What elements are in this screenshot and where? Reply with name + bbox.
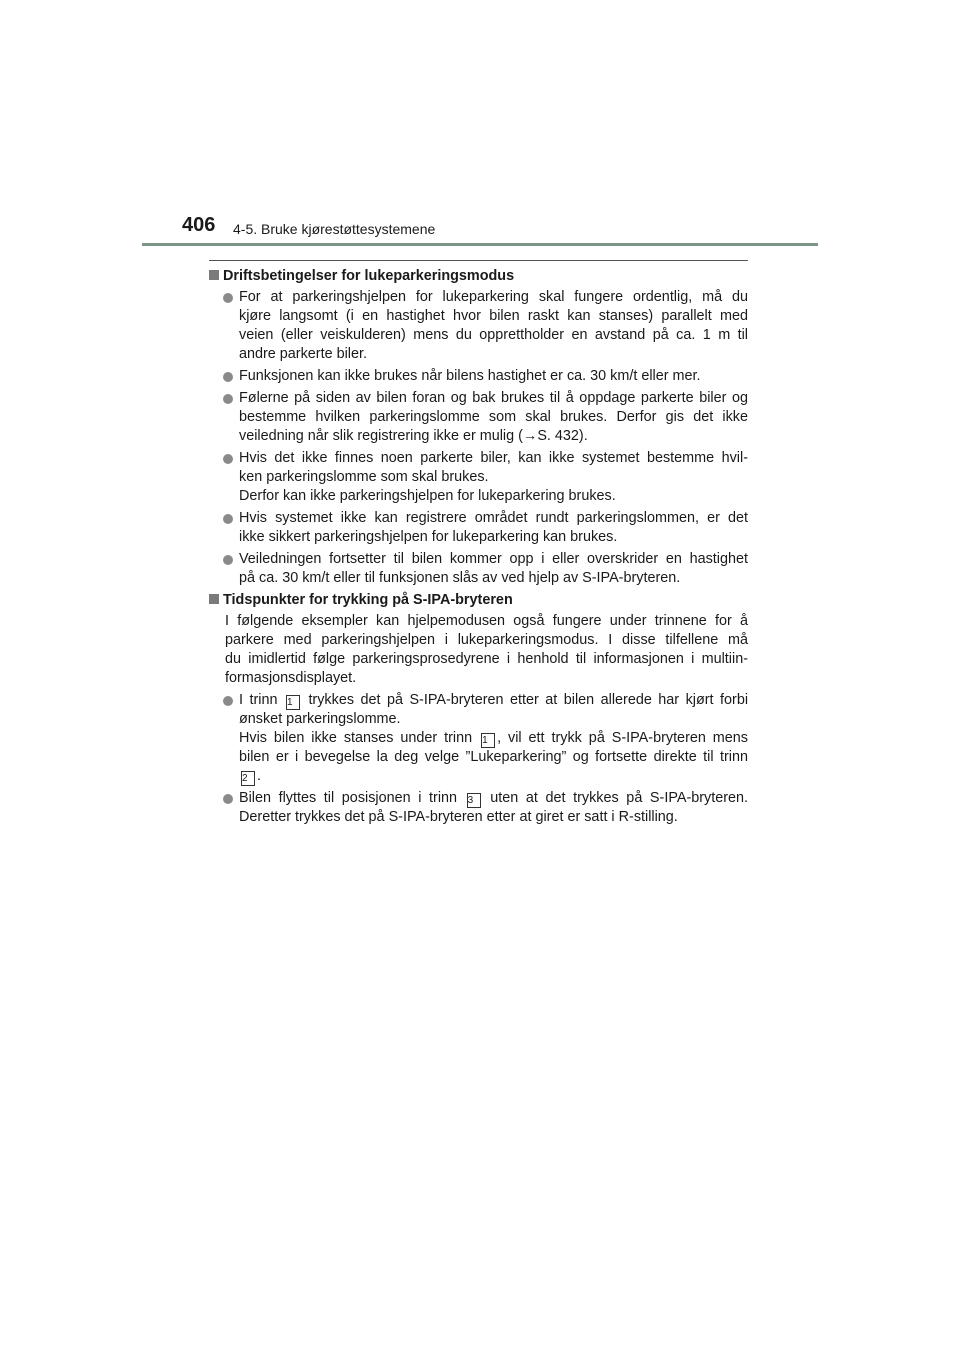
text-line: bilen er i bevegelse la deg velge ”Lukeparkering” og fortsette direkte til trinn [239, 749, 748, 765]
text-fragment: I trinn [239, 692, 278, 708]
text-line: veiledning når slik registrering ikke er mulig (→S. 432). [239, 428, 588, 444]
text-fragment: . [257, 768, 261, 784]
circle-bullet-icon [223, 514, 233, 524]
text-fragment: uten at det trykkes på S-IPA-bryteren. [490, 790, 749, 806]
text-line: veien (eller veiskulderen) mens du opprettholder en avstand på ca. 1 m til [239, 327, 748, 343]
circle-bullet-icon [223, 372, 233, 382]
list-item [209, 389, 748, 446]
text-line [239, 789, 748, 808]
list-item [209, 789, 748, 827]
text-line: Hvis systemet ikke kan registrere området rundt parkeringslommen, er det [239, 510, 748, 526]
page-content [209, 265, 748, 830]
text-line: ikke sikkert parkeringshjelpen for lukeparkering kan brukes. [239, 529, 618, 545]
text-line [239, 729, 748, 748]
text-line [239, 767, 748, 786]
list-item [209, 449, 748, 506]
circle-bullet-icon [223, 293, 233, 303]
text-fragment: Hvis bilen ikke stanses under trinn [239, 730, 473, 746]
step-number-badge: 2 [241, 771, 255, 786]
text-line: Deretter trykkes det på S-IPA-bryteren etter at giret er satt i R-stilling. [239, 809, 678, 825]
text-line: I følgende eksempler kan hjelpemodusen også fungere under trinnene for å [225, 613, 748, 629]
text-line: Derfor kan ikke parkeringshjelpen for lukeparkering brukes. [239, 488, 616, 504]
text-line: kjøre langsomt (i en hastighet hvor bilen raskt kan stanses) parallelt med [239, 308, 748, 324]
text-line: ønsket parkeringslomme. [239, 711, 401, 727]
list-item [209, 509, 748, 547]
list-item [209, 367, 748, 386]
square-bullet-icon [209, 594, 219, 604]
list-item [209, 550, 748, 588]
list-item [209, 691, 748, 786]
text-line: på ca. 30 km/t eller til funksjonen slås av ved hjelp av S-IPA-bryteren. [239, 570, 681, 586]
square-bullet-icon [209, 270, 219, 280]
text-line: parkere med parkeringshjelpen i lukeparkeringsmodus. I disse tilfellene må [225, 632, 748, 648]
text-line: ken parkeringslomme som skal brukes. [239, 469, 489, 485]
section-heading-text: Driftsbetingelser for lukeparkeringsmodus [223, 268, 515, 284]
circle-bullet-icon [223, 696, 233, 706]
text-line: Funksjonen kan ikke brukes når bilens hastighet er ca. 30 km/t eller mer. [239, 368, 701, 384]
text-line: du imidlertid følge parkeringsprosedyrene i henhold til informasjonen i multiin- [225, 651, 748, 667]
step-number-badge: 1 [286, 695, 300, 710]
header-rule [142, 243, 818, 246]
step-number-badge: 3 [467, 793, 481, 808]
list-item [209, 288, 748, 364]
section-heading-text: Tidspunkter for trykking på S-IPA-bryteren [223, 592, 513, 608]
text-line: bestemme hvilken parkeringslomme som skal brukes. Derfor gis det ikke [239, 409, 748, 425]
text-fragment: , vil ett trykk på S-IPA-bryteren mens [497, 730, 748, 746]
intro-paragraph [209, 612, 748, 688]
section-heading-operating-conditions [209, 267, 748, 286]
circle-bullet-icon [223, 555, 233, 565]
text-line: Følerne på siden av bilen foran og bak brukes til å oppdage parkerte biler og [239, 390, 748, 406]
text-line: Veiledningen fortsetter til bilen kommer opp i eller overskrider en hastighet [239, 551, 748, 567]
section-heading-switch-timing [209, 591, 748, 610]
section-rule [209, 260, 748, 261]
text-line [239, 691, 748, 710]
circle-bullet-icon [223, 794, 233, 804]
circle-bullet-icon [223, 454, 233, 464]
chapter-title: 4-5. Bruke kjørestøttesystemene [233, 221, 436, 237]
step-number-badge: 1 [481, 733, 495, 748]
text-line: Hvis det ikke finnes noen parkerte biler, kan ikke systemet bestemme hvil- [239, 450, 748, 466]
text-fragment: Bilen flyttes til posisjonen i trinn [239, 790, 458, 806]
text-line: For at parkeringshjelpen for lukeparkering skal fungere ordentlig, må du [239, 289, 748, 305]
page-number: 406 [182, 214, 216, 236]
text-line: andre parkerte biler. [239, 346, 367, 362]
circle-bullet-icon [223, 394, 233, 404]
text-fragment: trykkes det på S-IPA-bryteren etter at bilen allerede har kjørt forbi [308, 692, 749, 708]
text-line: formasjonsdisplayet. [225, 670, 357, 686]
